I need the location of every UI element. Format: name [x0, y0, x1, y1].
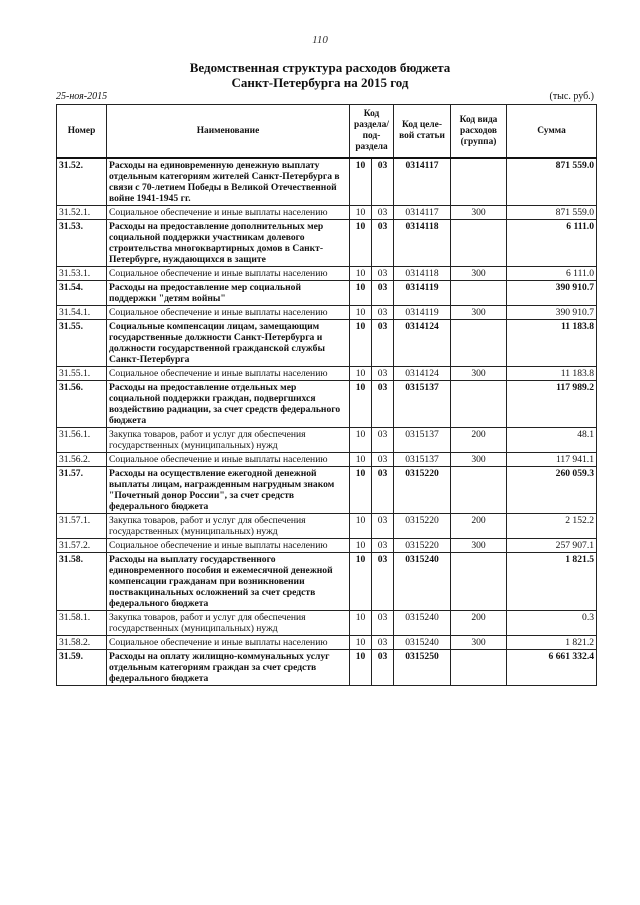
row-sum: 11 183.8: [507, 320, 597, 367]
table-row: [57, 514, 597, 539]
row-target-code: 0315250: [394, 650, 451, 686]
table-row: [57, 467, 597, 514]
row-name: Расходы на предоставление дополнительных мер социальной поддержки участникам долевого строительства многоквартирных домов в Санкт-Петербурге, нуждающихся в защите: [107, 220, 350, 267]
row-sum: 117 941.1: [507, 453, 597, 467]
row-subsection: 03: [372, 320, 394, 367]
table-row: [57, 428, 597, 453]
row-subsection: 03: [372, 539, 394, 553]
row-sum: 260 059.3: [507, 467, 597, 514]
header-expense-code: Код вида расходов (группа): [451, 105, 507, 159]
row-expense-code: [451, 320, 507, 367]
row-expense-code: [451, 281, 507, 306]
row-subsection: 03: [372, 281, 394, 306]
row-name: Расходы на осуществление ежегодной денежной выплаты лицам, награжденным нагрудным знаком "Почетный донор России", за счет средств федерального бюджета: [107, 467, 350, 514]
row-expense-code: 300: [451, 453, 507, 467]
row-name: Закупка товаров, работ и услуг для обеспечения государственных (муниципальных) нужд: [107, 514, 350, 539]
table-row: [57, 267, 597, 281]
row-expense-code: 300: [451, 636, 507, 650]
header-section-code: Код раздела/ под-раздела: [350, 105, 394, 159]
row-sum: 48.1: [507, 428, 597, 453]
row-target-code: 0314119: [394, 306, 451, 320]
row-section: 10: [350, 650, 372, 686]
row-section: 10: [350, 220, 372, 267]
header-name: Наименование: [107, 105, 350, 159]
row-number: 31.54.: [57, 281, 107, 306]
row-section: 10: [350, 281, 372, 306]
row-target-code: 0315137: [394, 453, 451, 467]
row-number: 31.57.1.: [57, 514, 107, 539]
header-number: Номер: [57, 105, 107, 159]
row-expense-code: [451, 553, 507, 611]
row-sum: 1 821.5: [507, 553, 597, 611]
row-sum: 390 910.7: [507, 306, 597, 320]
row-expense-code: [451, 220, 507, 267]
page-number: 110: [312, 34, 328, 46]
row-target-code: 0315240: [394, 553, 451, 611]
row-number: 31.57.: [57, 467, 107, 514]
header-sum: Сумма: [507, 105, 597, 159]
row-subsection: 03: [372, 428, 394, 453]
row-sum: 6 111.0: [507, 267, 597, 281]
table-row: [57, 539, 597, 553]
table-row: [57, 453, 597, 467]
row-number: 31.58.: [57, 553, 107, 611]
row-sum: 871 559.0: [507, 158, 597, 206]
row-name: Расходы на предоставление отдельных мер социальной поддержки граждан, подвергшихся воздействию радиации, за счет средств федерального бюджета: [107, 381, 350, 428]
row-subsection: 03: [372, 267, 394, 281]
row-section: 10: [350, 306, 372, 320]
row-expense-code: 300: [451, 267, 507, 281]
row-target-code: 0314118: [394, 267, 451, 281]
row-expense-code: 200: [451, 428, 507, 453]
row-sum: 871 559.0: [507, 206, 597, 220]
row-number: 31.56.: [57, 381, 107, 428]
table-row: [57, 381, 597, 428]
row-expense-code: 300: [451, 367, 507, 381]
budget-table: [56, 104, 597, 686]
row-subsection: 03: [372, 650, 394, 686]
row-number: 31.55.: [57, 320, 107, 367]
row-expense-code: 300: [451, 306, 507, 320]
row-subsection: 03: [372, 553, 394, 611]
row-target-code: 0314117: [394, 158, 451, 206]
row-expense-code: 300: [451, 539, 507, 553]
row-target-code: 0315240: [394, 636, 451, 650]
row-target-code: 0314119: [394, 281, 451, 306]
table-row: [57, 320, 597, 367]
row-target-code: 0314124: [394, 367, 451, 381]
row-section: 10: [350, 381, 372, 428]
row-subsection: 03: [372, 636, 394, 650]
row-sum: 6 111.0: [507, 220, 597, 267]
row-section: 10: [350, 636, 372, 650]
row-subsection: 03: [372, 206, 394, 220]
row-subsection: 03: [372, 220, 394, 267]
row-expense-code: [451, 158, 507, 206]
row-section: 10: [350, 467, 372, 514]
row-number: 31.56.1.: [57, 428, 107, 453]
row-name: Социальные компенсации лицам, замещающим государственные должности Санкт-Петербурга и должности государственной гражданской службы Санкт-Петербурга: [107, 320, 350, 367]
row-section: 10: [350, 367, 372, 381]
row-subsection: 03: [372, 514, 394, 539]
page-title: [0, 60, 640, 90]
row-name: Расходы на единовременную денежную выплату отдельным категориям жителей Санкт-Петербурга в связи с 70-летием Победы в Великой Отечественной войне 1941-1945 гг.: [107, 158, 350, 206]
row-section: 10: [350, 428, 372, 453]
row-target-code: 0315137: [394, 428, 451, 453]
row-name: Расходы на выплату государственного единовременного пособия и ежемесячной денежной компенсации гражданам при возникновении поствакцинальных осложнений за счет средств федерального бюджета: [107, 553, 350, 611]
row-target-code: 0314117: [394, 206, 451, 220]
row-sum: 0.3: [507, 611, 597, 636]
row-sum: 2 152.2: [507, 514, 597, 539]
row-subsection: 03: [372, 453, 394, 467]
row-subsection: 03: [372, 381, 394, 428]
row-expense-code: 300: [451, 206, 507, 220]
row-name: Социальное обеспечение и иные выплаты населению: [107, 206, 350, 220]
table-row: [57, 636, 597, 650]
row-number: 31.54.1.: [57, 306, 107, 320]
row-sum: 1 821.2: [507, 636, 597, 650]
document-date: 25-ноя-2015: [56, 91, 108, 102]
row-expense-code: [451, 650, 507, 686]
row-target-code: 0315137: [394, 381, 451, 428]
table-row: [57, 220, 597, 267]
row-name: Закупка товаров, работ и услуг для обеспечения государственных (муниципальных) нужд: [107, 428, 350, 453]
row-subsection: 03: [372, 611, 394, 636]
table-row: [57, 206, 597, 220]
row-sum: 117 989.2: [507, 381, 597, 428]
row-section: 10: [350, 267, 372, 281]
table-row: [57, 367, 597, 381]
row-section: 10: [350, 453, 372, 467]
row-number: 31.53.1.: [57, 267, 107, 281]
row-number: 31.55.1.: [57, 367, 107, 381]
row-sum: 257 907.1: [507, 539, 597, 553]
row-number: 31.56.2.: [57, 453, 107, 467]
row-name: Социальное обеспечение и иные выплаты населению: [107, 636, 350, 650]
row-expense-code: [451, 381, 507, 428]
title-line-1: Ведомственная структура расходов бюджета: [189, 60, 451, 75]
units-label: (тыс. руб.): [549, 91, 594, 102]
row-name: Расходы на оплату жилищно-коммунальных услуг отдельным категориям граждан за счет средств федерального бюджета: [107, 650, 350, 686]
row-target-code: 0315220: [394, 514, 451, 539]
row-name: Социальное обеспечение и иные выплаты населению: [107, 367, 350, 381]
row-sum: 6 661 332.4: [507, 650, 597, 686]
row-section: 10: [350, 611, 372, 636]
header-target-code: Код целе-вой статьи: [394, 105, 451, 159]
row-name: Социальное обеспечение и иные выплаты населению: [107, 306, 350, 320]
table-body: [57, 158, 597, 686]
row-section: 10: [350, 514, 372, 539]
table-row: [57, 553, 597, 611]
row-number: 31.52.1.: [57, 206, 107, 220]
row-subsection: 03: [372, 367, 394, 381]
row-target-code: 0315220: [394, 539, 451, 553]
row-number: 31.52.: [57, 158, 107, 206]
row-expense-code: 200: [451, 611, 507, 636]
row-sum: 11 183.8: [507, 367, 597, 381]
row-section: 10: [350, 158, 372, 206]
row-section: 10: [350, 320, 372, 367]
row-target-code: 0315240: [394, 611, 451, 636]
row-number: 31.58.2.: [57, 636, 107, 650]
row-section: 10: [350, 206, 372, 220]
row-subsection: 03: [372, 158, 394, 206]
row-number: 31.58.1.: [57, 611, 107, 636]
row-sum: 390 910.7: [507, 281, 597, 306]
row-subsection: 03: [372, 306, 394, 320]
title-line-2: Санкт-Петербурга на 2015 год: [231, 75, 409, 90]
row-name: Расходы на предоставление мер социальной поддержки "детям войны": [107, 281, 350, 306]
row-number: 31.57.2.: [57, 539, 107, 553]
row-section: 10: [350, 553, 372, 611]
table-row: [57, 611, 597, 636]
row-number: 31.53.: [57, 220, 107, 267]
row-expense-code: 200: [451, 514, 507, 539]
row-section: 10: [350, 539, 372, 553]
table-row: [57, 158, 597, 206]
row-name: Социальное обеспечение и иные выплаты населению: [107, 267, 350, 281]
row-number: 31.59.: [57, 650, 107, 686]
row-target-code: 0314124: [394, 320, 451, 367]
row-name: Социальное обеспечение и иные выплаты населению: [107, 453, 350, 467]
row-target-code: 0315220: [394, 467, 451, 514]
row-expense-code: [451, 467, 507, 514]
table-row: [57, 281, 597, 306]
table-row: [57, 306, 597, 320]
row-name: Закупка товаров, работ и услуг для обеспечения государственных (муниципальных) нужд: [107, 611, 350, 636]
row-target-code: 0314118: [394, 220, 451, 267]
row-subsection: 03: [372, 467, 394, 514]
row-name: Социальное обеспечение и иные выплаты населению: [107, 539, 350, 553]
table-row: [57, 650, 597, 686]
